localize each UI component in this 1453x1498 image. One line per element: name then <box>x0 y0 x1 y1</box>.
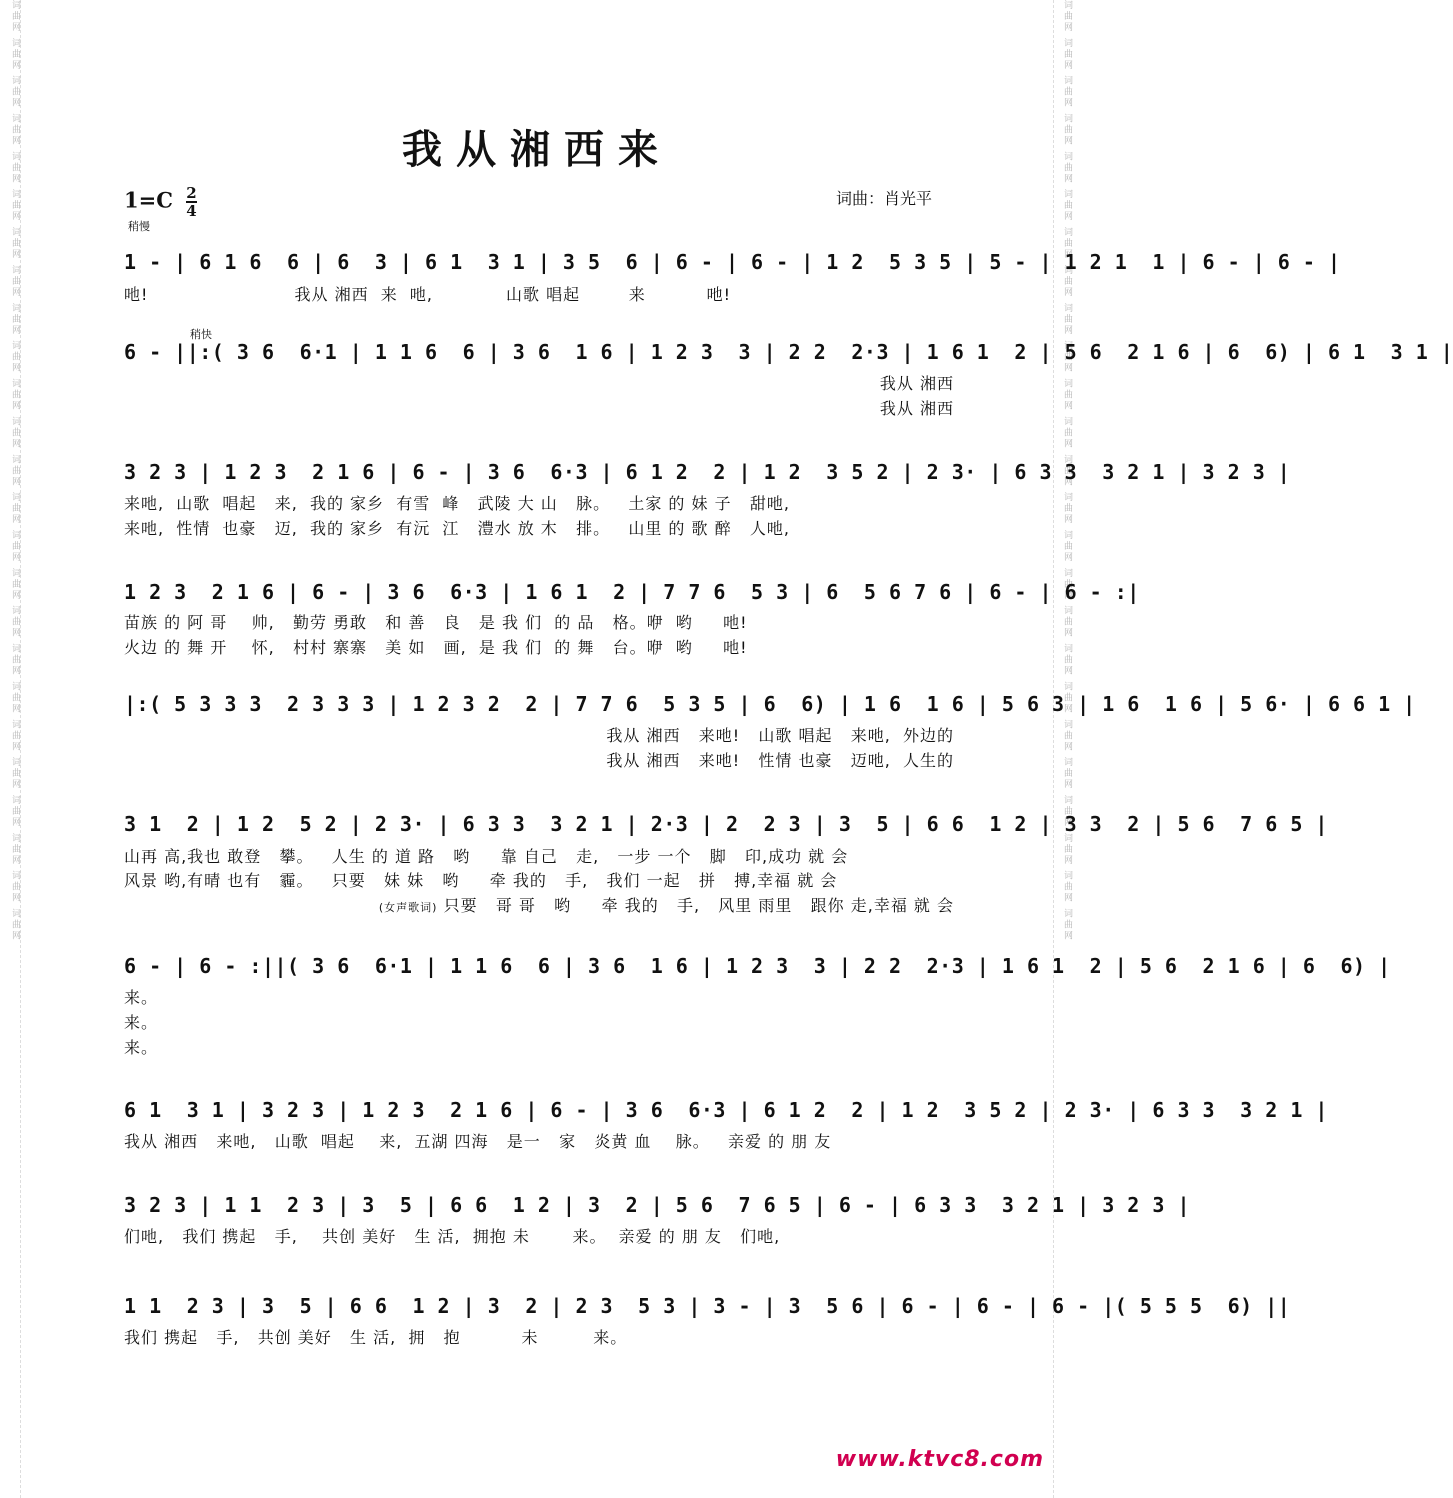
lyric-row-9-verse-1: 们吔, 我们 携起 手, 共创 美好 生 活, 拥抱 未 来。 亲爱 的 朋 友 们吔, <box>124 1227 781 1246</box>
lyric-row-7-verse-1: 来。 <box>124 988 159 1007</box>
meter-bottom: 4 <box>186 202 197 220</box>
lyric-row-4-verse-2: 火边 的 舞 开 怀, 村村 寨寨 美 如 画, 是 我 们 的 舞 台。咿 哟 吔! <box>124 638 748 657</box>
lyric-row-6-verse-2: 风景 哟,有晴 也有 霾。 只要 妹 妹 哟 牵 我的 手, 我们 一起 拼 搏,幸福 就 会 <box>124 871 838 890</box>
lyric-row-2-verse-1: 我从 湘西 <box>879 374 954 393</box>
side-watermark-left: 词曲网 词曲网 词曲网 词曲网 词曲网 词曲网 词曲网 词曲网 词曲网 词曲网 词曲网 词曲网 词曲网 词曲网 词曲网 词曲网 词曲网 词曲网 词曲网 词曲网 词曲网 词曲网 词曲网 词曲网 词曲网 <box>2 0 21 1498</box>
site-watermark: www.ktvc8.com <box>835 1447 1044 1472</box>
lyric-row-8-verse-1: 我从 湘西 来吔, 山歌 唱起 来, 五湖 四海 是一 家 炎黄 血 脉。 亲爱 的 朋 友 <box>124 1132 832 1151</box>
tempo-marking-fast: 稍快 <box>190 328 212 341</box>
notation-row-2: 6 - ||:( 3 6 6·1 | 1 1 6 6 | 3 6 1 6 | 1 2 3 3 | 2 2 2·3 | 1 6 1 2 | 5 6 2 1 6 | 6 6) | 6 1 3 1 | <box>124 340 1453 364</box>
female-lyrics-note: (女声歌词) <box>378 901 438 914</box>
meter-top: 2 <box>186 184 197 202</box>
notation-row-3: 3 2 3 | 1 2 3 2 1 6 | 6 - | 3 6 6·3 | 6 1 2 2 | 1 2 3 5 2 | 2 3· | 6 3 3 3 2 1 | 3 2 3 | <box>124 460 1291 484</box>
notation-row-5: |:( 5 3 3 3 2 3 3 3 | 1 2 3 2 2 | 7 7 6 5 3 5 | 6 6) | 1 6 1 6 | 5 6 3 | 1 6 1 6 | 5 6· | 6 6 1 | <box>124 692 1416 716</box>
lyric-row-10-verse-1: 我们 携起 手, 共创 美好 生 活, 拥 抱 未 来。 <box>124 1328 628 1347</box>
lyric-row-6-female: 只要 哥 哥 哟 牵 我的 手, 风里 雨里 跟你 走,幸福 就 会 <box>443 896 954 915</box>
lyric-row-3-verse-2: 来吔, 性情 也豪 迈, 我的 家乡 有沅 江 澧水 放 木 排。 山里 的 歌 醉 人吔, <box>124 519 790 538</box>
lyric-row-5-verse-1: 我从 湘西 来吔! 山歌 唱起 来吔, 外边的 <box>606 726 954 745</box>
lyric-row-7-verse-3: 来。 <box>124 1038 159 1057</box>
notation-row-6: 3 1 2 | 1 2 5 2 | 2 3· | 6 3 3 3 2 1 | 2·3 | 2 2 3 | 3 5 | 6 6 1 2 | 3 3 2 | 5 6 7 6 5 | <box>124 812 1328 836</box>
tempo-marking-slow: 稍慢 <box>128 220 150 233</box>
lyric-row-7-verse-2: 来。 <box>124 1013 159 1032</box>
lyric-row-2-verse-2: 我从 湘西 <box>879 399 954 418</box>
lyric-row-6-verse-3 <box>124 893 954 916</box>
notation-row-8: 6 1 3 1 | 3 2 3 | 1 2 3 2 1 6 | 6 - | 3 6 6·3 | 6 1 2 2 | 1 2 3 5 2 | 2 3· | 6 3 3 3 2 1 | <box>124 1098 1328 1122</box>
time-signature <box>186 186 196 218</box>
lyric-row-3-verse-1: 来吔, 山歌 唱起 来, 我的 家乡 有雪 峰 武陵 大 山 脉。 土家 的 妹 子 甜吔, <box>124 494 790 513</box>
key-signature <box>124 186 197 218</box>
key-label: 1=C <box>124 187 173 213</box>
notation-row-7: 6 - | 6 - :||( 3 6 6·1 | 1 1 6 6 | 3 6 1 6 | 1 2 3 3 | 2 2 2·3 | 1 6 1 2 | 5 6 2 1 6 | 6 6) | <box>124 954 1391 978</box>
song-title: 我从湘西来 <box>402 126 672 173</box>
notation-row-9: 3 2 3 | 1 1 2 3 | 3 5 | 6 6 1 2 | 3 2 | 5 6 7 6 5 | 6 - | 6 3 3 3 2 1 | 3 2 3 | <box>124 1193 1190 1217</box>
credit: 词曲：肖光平 <box>836 189 933 208</box>
lyric-row-5-verse-2: 我从 湘西 来吔! 性情 也豪 迈吔, 人生的 <box>606 751 954 770</box>
notation-row-1: 1 - | 6 1 6 6 | 6 3 | 6 1 3 1 | 3 5 6 | 6 - | 6 - | 1 2 5 3 5 | 5 - | 1 2 1 1 | 6 - | 6 - | <box>124 250 1341 274</box>
lyric-row-6-verse-1: 山再 高,我也 敢登 攀。 人生 的 道 路 哟 靠 自己 走, 一步 一个 脚 印,成功 就 会 <box>124 847 849 866</box>
notation-row-4: 1 2 3 2 1 6 | 6 - | 3 6 6·3 | 1 6 1 2 | 7 7 6 5 3 | 6 5 6 7 6 | 6 - | 6 - :| <box>124 580 1140 604</box>
lyric-row-4-verse-1: 苗族 的 阿 哥 帅, 勤劳 勇敢 和 善 良 是 我 们 的 品 格。咿 哟 吔! <box>124 613 748 632</box>
side-watermark-right: 词曲网 词曲网 词曲网 词曲网 词曲网 词曲网 词曲网 词曲网 词曲网 词曲网 词曲网 词曲网 词曲网 词曲网 词曲网 词曲网 词曲网 词曲网 词曲网 词曲网 词曲网 词曲网 词曲网 词曲网 词曲网 <box>1053 0 1072 1498</box>
lyric-row-1-verse-1: 吔! 我从 湘西 来 吔, 山歌 唱起 来 吔! <box>124 285 732 304</box>
notation-row-10: 1 1 2 3 | 3 5 | 6 6 1 2 | 3 2 | 2 3 5 3 | 3 - | 3 5 6 | 6 - | 6 - | 6 - |( 5 5 5 6) || <box>124 1294 1291 1318</box>
